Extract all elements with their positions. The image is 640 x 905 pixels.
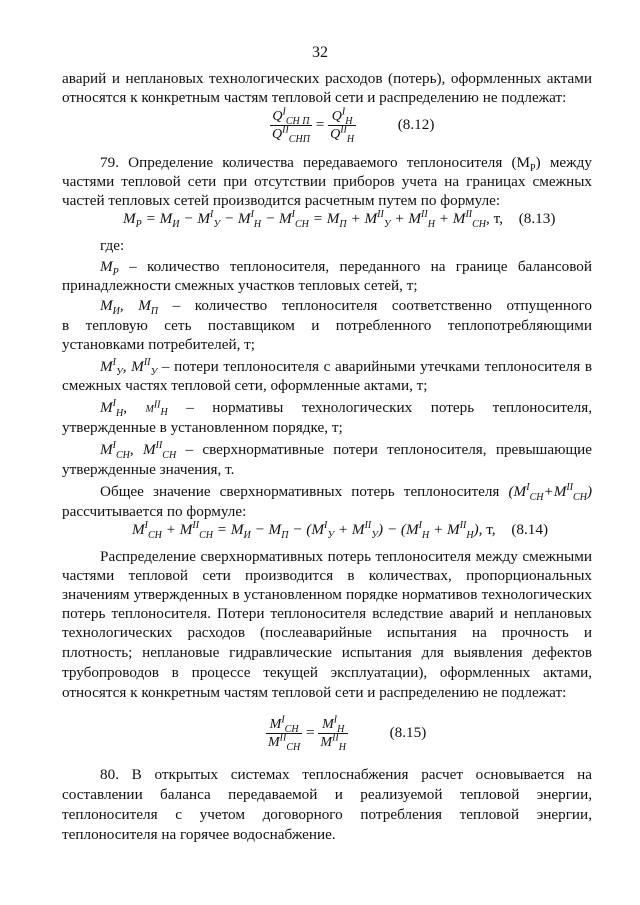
- text-line: составлении баланса передаваемой и реализуемой тепловой энергии,: [62, 786, 592, 803]
- text-line: в тепловую сеть поставщиком и потребленного теплопотребляющими: [62, 317, 592, 334]
- text-line: частями тепловой сети при отсутствии приборов учета на границах смежных: [62, 173, 592, 190]
- text-line: Общее значение сверхнормативных потерь теплоносителя $(M^I_{CH}+M^{II}_{CH})$: [100, 481, 593, 504]
- definition-line: $M^I_У$, $M^{II}_У$ – потери теплоносителя с аварийными утечками теплоносителя в: [100, 356, 592, 379]
- text-line: принадлежности смежных участков тепловых сетей, т;: [62, 277, 418, 294]
- text-line: рассчитывается по формуле:: [62, 503, 247, 520]
- equation-number: (8.15): [389, 723, 427, 741]
- text-line: относятся к конкретным частям тепловой сети и распределению не подлежат:: [62, 89, 567, 106]
- text-line: относятся к конкретным частям тепловой сети и распределению не подлежат:: [62, 684, 567, 701]
- page-number: 32: [312, 44, 328, 61]
- definition-line: $M^I_H$, $M^{II}_H$ – нормативы технологических потерь теплоносителя,: [100, 397, 592, 420]
- text-line: установками потребителей, т;: [62, 336, 256, 353]
- text-line: утвержденные значения, т.: [62, 461, 235, 478]
- equation-number: (8.13): [518, 210, 556, 227]
- definition-line: $M_P$ – количество теплоносителя, переданного на границе балансовой: [100, 258, 592, 279]
- text-line: частей тепловых сетей производится расчетным путем по формуле:: [62, 192, 501, 209]
- text-line: трубопроводов в процессе текущей эксплуатации), оформленных актами,: [62, 664, 592, 681]
- text-line: технологических расходов (послеаварийные испытания на прочность и: [62, 624, 592, 641]
- text-line: Распределение сверхнормативных потерь теплоносителя между смежными: [100, 548, 592, 565]
- text-line: утвержденные в установленном порядке, т;: [62, 419, 343, 436]
- equation-number: (8.14): [511, 521, 549, 538]
- text-line: теплоносителя на горячее водоснабжение.: [62, 826, 336, 843]
- text-line: теплоносителя с учетом договорного потребления тепловой энергии,: [62, 806, 592, 823]
- paragraph-79-line: 79. Определение количества передаваемого теплоносителя $(M_P)$ между: [100, 154, 592, 175]
- text-line: смежных частях тепловой сети, оформленные актами, т;: [62, 377, 428, 394]
- text-line: плотность; неплановые гидравлические испытания для выявления дефектов: [62, 644, 592, 661]
- formula-8-15: $\frac{M^I_{CH}}{M^{II}_{CH}}$ = $\frac{M^I_H}{M^{II}_H}$ (8.15): [268, 714, 427, 753]
- formula-8-12: $\frac{Q^I_{CH П}}{Q^{II}_{CHП}}$ = $\frac{Q^I_H}{Q^{II}_H}$ (8.12): [272, 106, 435, 145]
- equation-number: (8.12): [397, 115, 435, 133]
- definition-line: $M^I_{CH}$, $M^{II}_{CH}$ – сверхнормативные потери теплоносителя, превышающие: [100, 439, 593, 462]
- definition-line: $M_И$, $M_П$ – количество теплоносителя соответственно отпущенного: [100, 297, 592, 318]
- formula-8-14: $M^I_{CH} + M^{II}_{CH} = M_И - M_П - (M^I_У + M^{II}_У) - (M^I_H + M^{II}_H)$, т, (8.14): [132, 519, 549, 542]
- paragraph-80-line: 80. В открытых системах теплоснабжения расчет основывается на: [100, 766, 592, 783]
- text-line: частями тепловой сети производится в количествах, пропорциональных: [62, 567, 592, 584]
- text-line: значениям утвержденных в установленном порядке нормативов технологических: [62, 586, 592, 603]
- text-line: потерь теплоносителя. Потери теплоносителя вследствие аварий и неплановых: [62, 605, 592, 622]
- text-line: где:: [100, 237, 125, 254]
- text-line: аварий и неплановых технологических расходов (потерь), оформленных актами: [62, 70, 592, 87]
- formula-8-13: $M_P = M_И - M^I_У - M^I_H - M^I_{CH} = M_П + M^{II}_У + M^{II}_H + M^{II}_{CH}$, т, (8.13): [123, 208, 556, 231]
